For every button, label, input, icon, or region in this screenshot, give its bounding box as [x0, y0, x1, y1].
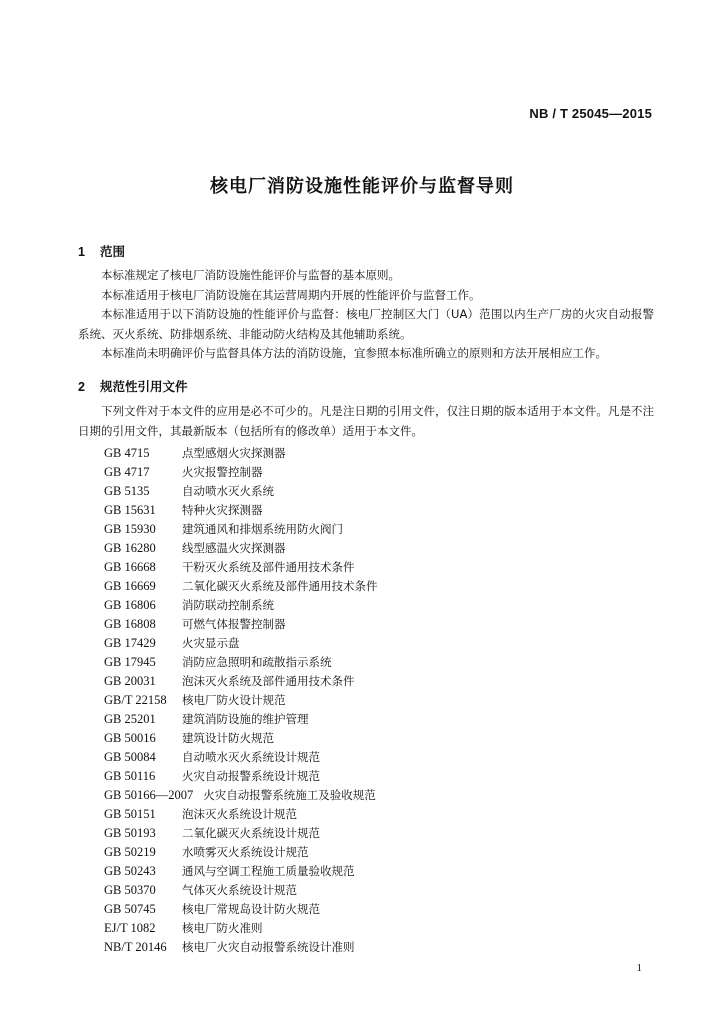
reference-code: GB 50166—2007: [104, 788, 194, 802]
reference-code: GB 50243: [104, 864, 156, 878]
section-title: 规范性引用文件: [100, 379, 188, 394]
reference-title: 线型感温火灾探测器: [182, 541, 286, 555]
section-2-intro: [78, 402, 654, 441]
standard-number: NB / T 25045—2015: [529, 106, 652, 121]
reference-code: GB 16808: [104, 617, 156, 631]
page-number: 1: [636, 962, 642, 974]
reference-title: 火灾自动报警系统施工及验收规范: [203, 788, 376, 802]
paragraph: 本标准规定了核电厂消防设施性能评价与监督的基本原则。: [101, 268, 400, 282]
paragraph: 本标准适用于以下消防设施的性能评价与监督：核电厂控制区大门（UA）范围以内生产厂房的火灾自动报警系统、灭火系统、防排烟系统、非能动防火结构及其他辅助系统。: [78, 307, 654, 341]
reference-title: 消防应急照明和疏散指示系统: [182, 655, 332, 669]
reference-item: [104, 786, 378, 805]
reference-code: GB 5135: [104, 484, 150, 498]
section-2-heading: [78, 377, 188, 395]
reference-item: [104, 520, 378, 539]
reference-title: 核电厂常规岛设计防火规范: [182, 902, 320, 916]
reference-code: GB 50116: [104, 769, 156, 783]
reference-code: GB 50745: [104, 902, 156, 916]
reference-title: 消防联动控制系统: [182, 598, 274, 612]
reference-title: 二氧化碳灭火系统设计规范: [182, 826, 320, 840]
reference-item: [104, 843, 378, 862]
reference-item: [104, 900, 378, 919]
reference-code: GB/T 22158: [104, 693, 167, 707]
reference-item: [104, 634, 378, 653]
reference-item: [104, 919, 378, 938]
reference-title: 核电厂火灾自动报警系统设计准则: [182, 940, 355, 954]
reference-item: [104, 691, 378, 710]
reference-title: 自动喷水灭火系统: [182, 484, 274, 498]
reference-title: 核电厂防火准则: [182, 921, 263, 935]
reference-code: GB 4717: [104, 465, 150, 479]
reference-item: [104, 748, 378, 767]
reference-item: [104, 596, 378, 615]
reference-item: [104, 615, 378, 634]
paragraph: 本标准尚未明确评价与监督具体方法的消防设施，宜参照本标准所确立的原则和方法开展相应工作。: [101, 346, 607, 360]
reference-code: GB 50016: [104, 731, 156, 745]
reference-title: 自动喷水灭火系统设计规范: [182, 750, 320, 764]
reference-item: [104, 767, 378, 786]
reference-item: [104, 824, 378, 843]
reference-code: GB 25201: [104, 712, 156, 726]
paragraph: 本标准适用于核电厂消防设施在其运营周期内开展的性能评价与监督工作。: [101, 287, 481, 302]
reference-code: GB 16280: [104, 541, 156, 555]
reference-code: GB 15930: [104, 522, 156, 536]
reference-list: [104, 444, 378, 957]
reference-title: 泡沫灭火系统设计规范: [182, 807, 297, 821]
reference-title: 二氧化碳灭火系统及部件通用技术条件: [182, 579, 378, 593]
reference-item: [104, 463, 378, 482]
reference-code: GB 17945: [104, 655, 156, 669]
section-title: 范围: [100, 244, 126, 259]
reference-code: EJ/T 1082: [104, 921, 156, 935]
reference-title: 通风与空调工程施工质量验收规范: [182, 864, 355, 878]
reference-code: GB 50219: [104, 845, 156, 859]
reference-code: GB 4715: [104, 446, 150, 460]
section-1-heading: [78, 242, 125, 260]
reference-code: GB 50084: [104, 750, 156, 764]
section-1-body: [78, 266, 654, 364]
reference-item: [104, 938, 378, 957]
reference-title: 特种火灾探测器: [182, 503, 263, 517]
section-number: 1: [78, 245, 85, 259]
reference-title: 泡沫灭火系统及部件通用技术条件: [182, 674, 355, 688]
reference-title: 可燃气体报警控制器: [182, 617, 286, 631]
reference-title: 气体灭火系统设计规范: [182, 883, 297, 897]
reference-title: 火灾显示盘: [182, 636, 240, 650]
reference-code: GB 16668: [104, 560, 156, 574]
reference-title: 火灾自动报警系统设计规范: [182, 769, 320, 783]
reference-item: [104, 805, 378, 824]
reference-item: [104, 539, 378, 558]
reference-item: [104, 577, 378, 596]
paragraph: 下列文件对于本文件的应用是必不可少的。凡是注日期的引用文件，仅注日期的版本适用于本文件。凡是不注日期的引用文件，其最新版本（包括所有的修改单）适用于本文件。: [78, 404, 654, 438]
reference-title: 干粉灭火系统及部件通用技术条件: [182, 560, 355, 574]
reference-item: [104, 672, 378, 691]
reference-item: [104, 710, 378, 729]
reference-code: GB 15631: [104, 503, 156, 517]
reference-item: [104, 482, 378, 501]
reference-code: GB 50193: [104, 826, 156, 840]
reference-item: [104, 444, 378, 463]
reference-item: [104, 881, 378, 900]
reference-title: 建筑消防设施的维护管理: [182, 712, 309, 726]
reference-title: 建筑设计防火规范: [182, 731, 274, 745]
reference-title: 火灾报警控制器: [182, 465, 263, 479]
reference-code: NB/T 20146: [104, 940, 167, 954]
section-number: 2: [78, 380, 85, 394]
reference-item: [104, 653, 378, 672]
reference-item: [104, 558, 378, 577]
reference-title: 点型感烟火灾探测器: [182, 446, 286, 460]
reference-title: 建筑通风和排烟系统用防火阀门: [182, 522, 343, 536]
reference-title: 核电厂防火设计规范: [182, 693, 286, 707]
reference-item: [104, 862, 378, 881]
reference-title: 水喷雾灭火系统设计规范: [182, 845, 309, 859]
reference-code: GB 50151: [104, 807, 156, 821]
reference-code: GB 17429: [104, 636, 156, 650]
reference-code: GB 20031: [104, 674, 156, 688]
reference-code: GB 16806: [104, 598, 156, 612]
reference-item: [104, 501, 378, 520]
document-title: 核电厂消防设施性能评价与监督导则: [210, 176, 514, 197]
reference-code: GB 16669: [104, 579, 156, 593]
reference-item: [104, 729, 378, 748]
reference-code: GB 50370: [104, 883, 156, 897]
